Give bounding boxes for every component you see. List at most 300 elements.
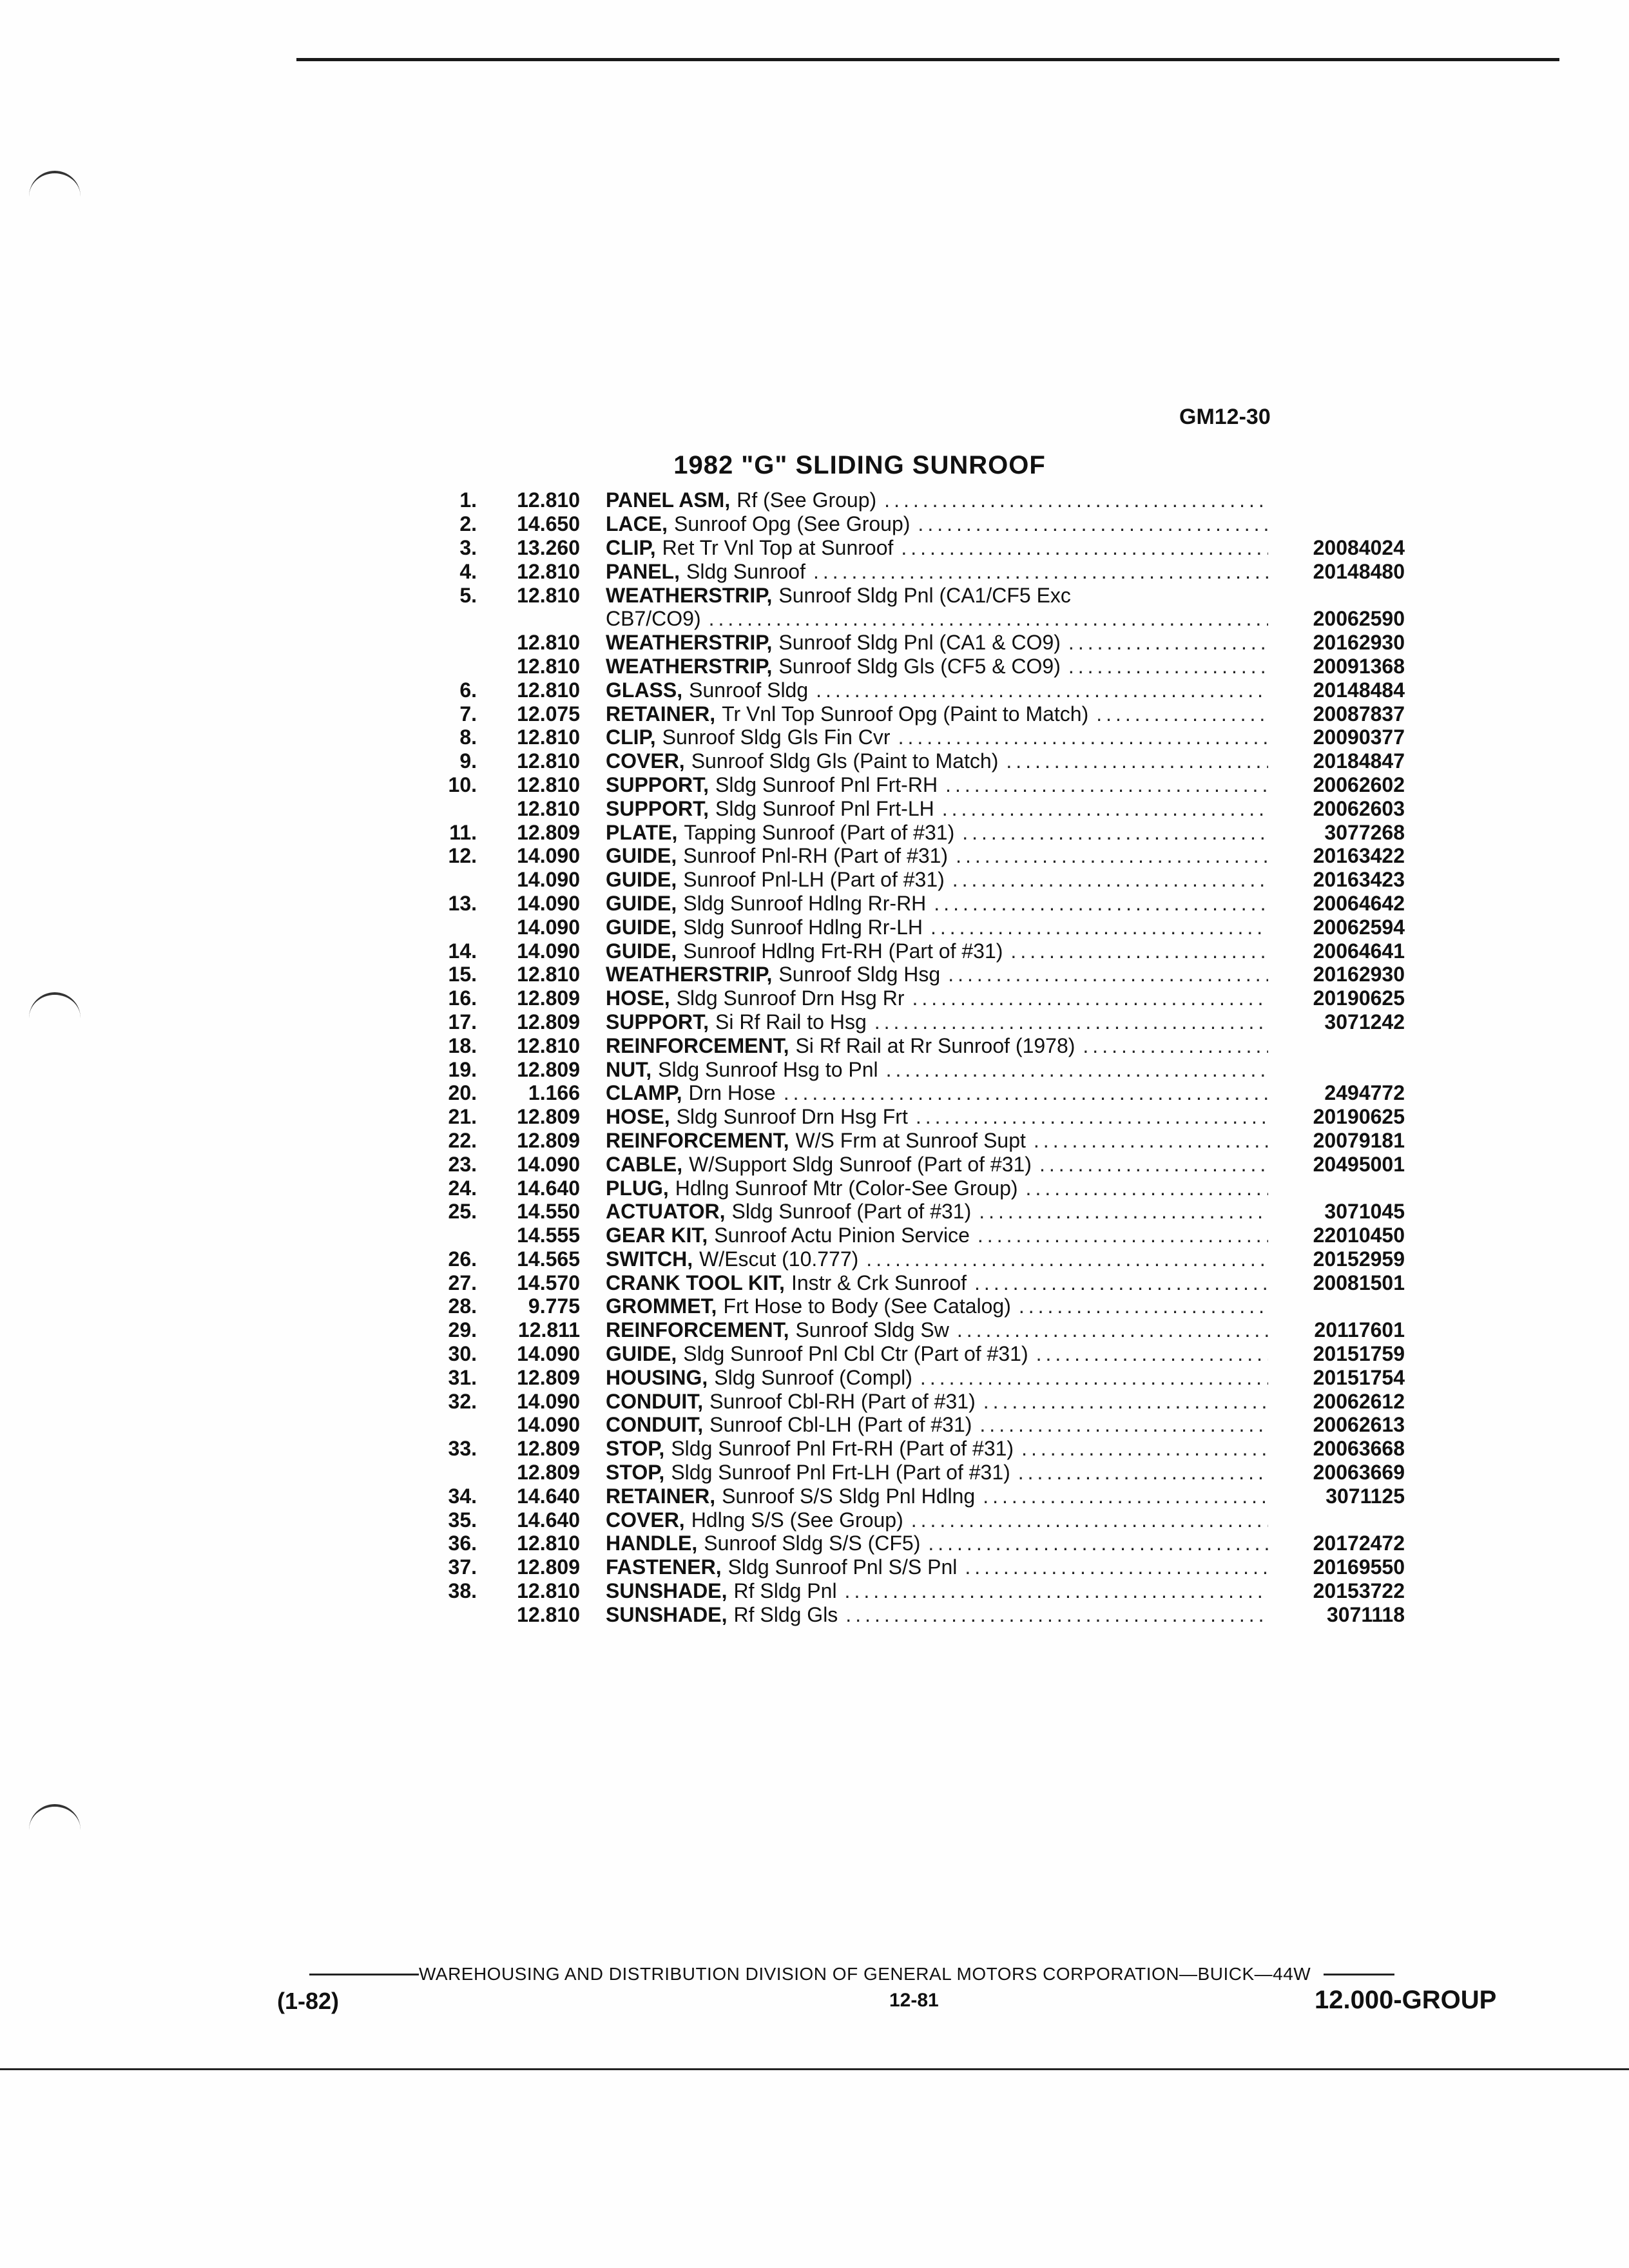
- leader-dots: [874, 1010, 1268, 1033]
- part-name: WEATHERSTRIP,: [606, 654, 773, 678]
- part-text: Sunroof Cbl-LH (Part of #31): [709, 1413, 972, 1437]
- part-name: REINFORCEMENT,: [606, 1318, 789, 1342]
- part-text: Sunroof Sldg Gls (CF5 & CO9): [778, 654, 1061, 678]
- item-number: 22.: [448, 1128, 477, 1152]
- item-number: 33.: [448, 1437, 477, 1461]
- group-number: 12.810: [517, 631, 580, 655]
- part-number: 20117601: [1314, 1318, 1405, 1342]
- top-rule: [296, 58, 1559, 61]
- part-name: PANEL,: [606, 559, 680, 583]
- item-number: 11.: [449, 820, 477, 844]
- part-name: FASTENER,: [606, 1555, 722, 1579]
- leader-dots: [928, 1532, 1268, 1555]
- part-text: Sunroof Pnl-RH (Part of #31): [683, 844, 949, 868]
- part-row: [425, 820, 1405, 844]
- part-name: HOSE,: [606, 1105, 670, 1129]
- leader-dots: [948, 963, 1268, 986]
- group-number: 12.809: [517, 1105, 580, 1129]
- part-description: [606, 726, 1276, 749]
- leader-dots: [816, 678, 1268, 702]
- part-text: Sldg Sunroof Pnl Frt-LH: [715, 796, 934, 820]
- leader-dots: [942, 797, 1268, 820]
- part-description: [606, 1437, 1276, 1460]
- item-number: 23.: [448, 1152, 477, 1176]
- margin-mark: [29, 992, 81, 1021]
- part-name: HANDLE,: [606, 1532, 698, 1555]
- part-name: RETAINER,: [606, 1484, 716, 1508]
- item-number: 1.: [459, 488, 477, 512]
- part-name: GROMMET,: [606, 1294, 717, 1318]
- part-text: Instr & Crk Sunroof: [791, 1271, 967, 1294]
- part-text: Sunroof Hdlng Frt-RH (Part of #31): [683, 939, 1003, 963]
- part-description: [606, 678, 1276, 702]
- part-name: SUNSHADE,: [606, 1602, 728, 1626]
- item-number: 19.: [448, 1057, 477, 1081]
- part-name: CABLE,: [606, 1152, 683, 1176]
- part-description: [606, 1010, 1276, 1033]
- part-name: CLIP,: [606, 535, 656, 559]
- part-row: [425, 631, 1405, 655]
- part-row: [425, 1555, 1405, 1579]
- group-number: 12.809: [517, 1057, 580, 1081]
- part-number: 20162930: [1313, 631, 1405, 655]
- leader-dots: [962, 821, 1268, 844]
- part-description: [606, 868, 1276, 891]
- part-row: [425, 1152, 1405, 1176]
- part-description: [606, 773, 1276, 796]
- part-number: 20090377: [1313, 726, 1405, 749]
- part-number: 20162930: [1313, 963, 1405, 986]
- group-number: 14.090: [517, 1413, 580, 1437]
- part-row: [425, 655, 1405, 678]
- part-name: STOP,: [606, 1461, 665, 1485]
- leader-dots: [920, 1366, 1268, 1389]
- item-number: 3.: [459, 535, 477, 559]
- item-number: 36.: [448, 1532, 477, 1555]
- part-row: [425, 1318, 1405, 1342]
- part-row: [425, 963, 1405, 986]
- part-text: Rf (See Group): [737, 488, 877, 512]
- part-number: 20152959: [1313, 1247, 1405, 1271]
- part-number: 20151754: [1313, 1365, 1405, 1389]
- page-title: 1982 "G" SLIDING SUNROOF: [673, 451, 1046, 479]
- part-text: Hdlng S/S (See Group): [691, 1508, 903, 1532]
- group-number: 13.260: [517, 535, 580, 559]
- leader-dots: [979, 1413, 1268, 1436]
- part-name: GLASS,: [606, 678, 683, 702]
- part-row: [425, 868, 1405, 892]
- part-row: [425, 1602, 1405, 1626]
- leader-dots: [901, 536, 1268, 559]
- leader-dots: [1026, 1177, 1268, 1200]
- part-row: [425, 1413, 1405, 1437]
- part-row: [425, 892, 1405, 916]
- part-row: [425, 583, 1405, 607]
- group-number: 12.810: [517, 1602, 580, 1626]
- part-name: GUIDE,: [606, 1342, 677, 1366]
- part-row: [425, 1200, 1405, 1224]
- group-number: 12.809: [517, 1555, 580, 1579]
- margin-mark: [29, 171, 81, 199]
- page-code: GM12-30: [1179, 405, 1271, 429]
- part-number: 20169550: [1313, 1555, 1405, 1579]
- part-text: Sldg Sunroof Pnl Cbl Ctr (Part of #31): [683, 1342, 1028, 1366]
- part-number: 20079181: [1313, 1128, 1405, 1152]
- leader-dots: [845, 1579, 1268, 1602]
- part-text: Sunroof Opg (See Group): [674, 512, 911, 536]
- part-description: [606, 1508, 1276, 1532]
- part-description: [606, 1366, 1276, 1389]
- group-number: 12.810: [517, 678, 580, 702]
- leader-dots: [952, 868, 1268, 891]
- part-row: [425, 607, 1405, 631]
- leader-dots: [1006, 749, 1268, 773]
- part-text: W/Escut (10.777): [699, 1247, 859, 1271]
- item-number: 14.: [448, 939, 477, 963]
- part-text: Sunroof S/S Sldg Pnl Hdlng: [722, 1484, 976, 1508]
- part-name: SUNSHADE,: [606, 1579, 728, 1603]
- item-number: 34.: [448, 1484, 477, 1508]
- item-number: 2.: [459, 512, 477, 536]
- part-number: 20062613: [1313, 1413, 1405, 1437]
- part-description: [606, 844, 1276, 867]
- part-description: [606, 1390, 1276, 1413]
- part-text: Sunroof Sldg Gls Fin Cvr: [662, 726, 891, 749]
- leader-dots: [983, 1485, 1268, 1508]
- leader-dots: [1068, 631, 1268, 654]
- part-name: REINFORCEMENT,: [606, 1128, 789, 1152]
- part-name: PANEL ASM,: [606, 488, 731, 512]
- item-number: 38.: [448, 1579, 477, 1603]
- footer-division-line: [309, 1964, 1521, 1984]
- part-number: 3071125: [1325, 1484, 1405, 1508]
- group-number: 12.809: [517, 986, 580, 1010]
- item-number: 26.: [448, 1247, 477, 1271]
- group-number: 12.810: [517, 559, 580, 583]
- group-number: 14.090: [517, 891, 580, 915]
- part-text: Sldg Sunroof Pnl S/S Pnl: [728, 1555, 958, 1579]
- part-text: Sunroof Cbl-RH (Part of #31): [709, 1389, 976, 1413]
- part-description: [606, 749, 1276, 773]
- leader-dots: [957, 1318, 1268, 1341]
- part-number: 20190625: [1313, 1105, 1405, 1129]
- part-number: 20063668: [1313, 1437, 1405, 1461]
- part-text: Sldg Sunroof (Part of #31): [731, 1200, 972, 1224]
- item-number: 27.: [448, 1271, 477, 1294]
- part-description: [606, 607, 1276, 630]
- part-text: Sldg Sunroof Hdlng Rr-RH: [683, 891, 927, 915]
- item-number: 20.: [448, 1081, 477, 1105]
- part-row: [425, 1271, 1405, 1294]
- part-row: [425, 1508, 1405, 1532]
- part-row: [425, 1342, 1405, 1366]
- part-text: Sldg Sunroof Pnl Frt-LH (Part of #31): [671, 1461, 1010, 1485]
- part-description: [606, 1177, 1276, 1200]
- part-number: 20495001: [1313, 1152, 1405, 1176]
- part-description: [606, 1247, 1276, 1271]
- part-description: [606, 1058, 1276, 1081]
- leader-dots: [884, 488, 1268, 512]
- leader-dots: [945, 773, 1268, 796]
- part-number: 20151759: [1313, 1342, 1405, 1366]
- part-name: REINFORCEMENT,: [606, 1033, 789, 1057]
- leader-dots: [1083, 1034, 1268, 1057]
- part-description: [606, 1413, 1276, 1436]
- group-number: 14.555: [517, 1224, 580, 1247]
- footer-date-code: (1-82): [277, 1988, 340, 2014]
- part-number: 20153722: [1313, 1579, 1405, 1603]
- part-name: CRANK TOOL KIT,: [606, 1271, 785, 1294]
- item-number: 6.: [459, 678, 477, 702]
- group-number: 12.810: [517, 1033, 580, 1057]
- part-description: [606, 1532, 1276, 1555]
- part-text: Sunroof Actu Pinion Service: [714, 1224, 970, 1247]
- group-number: 12.809: [517, 1365, 580, 1389]
- group-number: 9.775: [528, 1294, 580, 1318]
- item-number: 8.: [459, 726, 477, 749]
- part-description: [606, 702, 1276, 726]
- leader-dots: [866, 1247, 1268, 1271]
- part-name: SUPPORT,: [606, 796, 709, 820]
- item-number: 37.: [448, 1555, 477, 1579]
- part-description: [606, 1200, 1276, 1223]
- part-name: GUIDE,: [606, 844, 677, 868]
- part-description: [606, 1034, 1276, 1057]
- leader-dots: [898, 726, 1268, 749]
- leader-dots: [709, 607, 1268, 630]
- part-number: 22010450: [1313, 1224, 1405, 1247]
- part-text: Sldg Sunroof Pnl Frt-RH (Part of #31): [671, 1437, 1014, 1461]
- part-description: [606, 1271, 1276, 1294]
- part-name: PLUG,: [606, 1176, 669, 1200]
- part-description: [606, 1129, 1276, 1152]
- item-number: 15.: [448, 963, 477, 986]
- part-row: [425, 702, 1405, 726]
- part-name: GUIDE,: [606, 939, 677, 963]
- part-number: 20062594: [1313, 915, 1405, 939]
- part-number: 3077268: [1324, 820, 1405, 844]
- part-row: [425, 1437, 1405, 1461]
- part-description: [606, 1318, 1276, 1341]
- leader-dots: [934, 892, 1268, 915]
- parts-list: [425, 488, 1405, 1626]
- item-number: 30.: [448, 1342, 477, 1366]
- part-number: 20084024: [1313, 535, 1405, 559]
- part-name: CLIP,: [606, 726, 656, 749]
- part-number: 20087837: [1313, 702, 1405, 726]
- part-name: NUT,: [606, 1057, 652, 1081]
- part-row: [425, 678, 1405, 702]
- margin-mark: [29, 1804, 81, 1832]
- part-row: [425, 1057, 1405, 1081]
- part-name: CONDUIT,: [606, 1413, 704, 1437]
- leader-dots: [930, 916, 1268, 939]
- part-row: [425, 559, 1405, 583]
- part-name: HOSE,: [606, 986, 670, 1010]
- part-text: Sldg Sunroof Hsg to Pnl: [658, 1057, 878, 1081]
- bottom-rule: [0, 2068, 1629, 2070]
- group-number: 14.090: [517, 868, 580, 892]
- leader-dots: [1034, 1129, 1268, 1152]
- group-number: 12.809: [517, 820, 580, 844]
- part-description: [606, 797, 1276, 820]
- part-description: [606, 1603, 1276, 1626]
- item-number: 17.: [448, 1010, 477, 1033]
- part-text: Sldg Sunroof Drn Hsg Rr: [676, 986, 905, 1010]
- part-name: ACTUATOR,: [606, 1200, 726, 1224]
- group-number: 12.810: [517, 1579, 580, 1603]
- part-text: Sunroof Sldg Gls (Paint to Match): [691, 749, 999, 773]
- leader-dots: [978, 1224, 1268, 1247]
- part-name: PLATE,: [606, 820, 678, 844]
- leader-dots: [1019, 1294, 1268, 1318]
- part-text: W/S Frm at Sunroof Supt: [795, 1128, 1026, 1152]
- part-name: GUIDE,: [606, 891, 677, 915]
- part-number: 20064641: [1313, 939, 1405, 963]
- part-description: [606, 1579, 1276, 1602]
- group-number: 12.810: [517, 726, 580, 749]
- part-description: [606, 1081, 1276, 1104]
- leader-dots: [784, 1081, 1268, 1104]
- leader-dots: [1018, 1461, 1268, 1484]
- part-text: Sldg Sunroof Pnl Frt-RH: [715, 773, 938, 796]
- part-name: COVER,: [606, 749, 685, 773]
- part-number: 3071242: [1324, 1010, 1405, 1033]
- part-number: 20148484: [1313, 678, 1405, 702]
- part-row: [425, 488, 1405, 512]
- group-number: 12.810: [517, 654, 580, 678]
- part-text: Drn Hose: [688, 1081, 776, 1105]
- footer-division: WAREHOUSING AND DISTRIBUTION DIVISION OF GENERAL MOTORS CORPORATION—BUICK—44W: [419, 1964, 1311, 1984]
- part-row: [425, 796, 1405, 820]
- group-number: 14.640: [517, 1176, 580, 1200]
- part-text: Tr Vnl Top Sunroof Opg (Paint to Match): [722, 702, 1089, 726]
- part-row: [425, 1105, 1405, 1129]
- part-text: Sunroof Sldg Hsg: [778, 963, 941, 986]
- item-number: 12.: [448, 844, 477, 868]
- footer-dash: [309, 1974, 419, 1975]
- part-text: Sunroof Sldg Pnl (CA1 & CO9): [778, 631, 1061, 655]
- part-name: LACE,: [606, 512, 668, 536]
- part-row: [425, 1294, 1405, 1318]
- part-name: STOP,: [606, 1437, 665, 1461]
- part-text: W/Support Sldg Sunroof (Part of #31): [689, 1152, 1032, 1176]
- part-number: 20190625: [1313, 986, 1405, 1010]
- group-number: 14.650: [517, 512, 580, 536]
- leader-dots: [886, 1058, 1268, 1081]
- part-description: [606, 821, 1276, 844]
- group-number: 12.810: [517, 488, 580, 512]
- part-name: GUIDE,: [606, 915, 677, 939]
- part-number: 20163423: [1313, 868, 1405, 892]
- leader-dots: [1068, 655, 1268, 678]
- part-description: [606, 584, 1276, 607]
- group-number: 14.090: [517, 915, 580, 939]
- group-number: 14.565: [517, 1247, 580, 1271]
- part-text: Ret Tr Vnl Top at Sunroof: [662, 535, 894, 559]
- part-description: [606, 1342, 1276, 1365]
- part-number: 3071118: [1326, 1602, 1405, 1626]
- item-number: 16.: [448, 986, 477, 1010]
- leader-dots: [974, 1271, 1268, 1294]
- part-row: [425, 512, 1405, 536]
- part-description: [606, 1555, 1276, 1579]
- part-number: 20091368: [1313, 654, 1405, 678]
- part-description: [606, 536, 1276, 559]
- item-number: 35.: [448, 1508, 477, 1532]
- part-name: RETAINER,: [606, 702, 716, 726]
- footer-page-number: 12-81: [889, 1990, 939, 2011]
- part-row: [425, 726, 1405, 749]
- footer-group-label: 12.000-GROUP: [1315, 1986, 1497, 2014]
- part-number: 2494772: [1324, 1081, 1405, 1105]
- part-row: [425, 1484, 1405, 1508]
- item-number: 18.: [448, 1033, 477, 1057]
- group-number: 12.811: [517, 1318, 580, 1342]
- leader-dots: [813, 560, 1268, 583]
- part-row: [425, 986, 1405, 1010]
- part-row: [425, 1010, 1405, 1034]
- part-name: HOUSING,: [606, 1365, 708, 1389]
- part-row: [425, 915, 1405, 939]
- item-number: 29.: [448, 1318, 477, 1342]
- group-number: 14.640: [517, 1508, 580, 1532]
- part-description: [606, 1224, 1276, 1247]
- part-description: [606, 488, 1276, 512]
- part-name: WEATHERSTRIP,: [606, 963, 773, 986]
- part-number: 20163422: [1313, 844, 1405, 868]
- part-name: GEAR KIT,: [606, 1224, 708, 1247]
- part-name: CLAMP,: [606, 1081, 682, 1105]
- leader-dots: [911, 1508, 1268, 1532]
- item-number: 5.: [459, 583, 477, 607]
- group-number: 14.090: [517, 939, 580, 963]
- part-name: WEATHERSTRIP,: [606, 631, 773, 655]
- part-description: [606, 916, 1276, 939]
- part-text: Sldg Sunroof Hdlng Rr-LH: [683, 915, 923, 939]
- part-text: Sunroof Sldg: [689, 678, 809, 702]
- part-description: [606, 939, 1276, 963]
- part-description: [606, 1461, 1276, 1484]
- item-number: 10.: [448, 773, 477, 796]
- group-number: 12.810: [517, 773, 580, 796]
- group-number: 14.550: [517, 1200, 580, 1224]
- part-row: [425, 1247, 1405, 1271]
- part-row: [425, 1579, 1405, 1603]
- part-row: [425, 536, 1405, 560]
- part-row: [425, 1081, 1405, 1105]
- part-number: 20064642: [1313, 891, 1405, 915]
- leader-dots: [979, 1200, 1268, 1223]
- leader-dots: [983, 1390, 1268, 1413]
- leader-dots: [845, 1603, 1268, 1626]
- part-description: [606, 986, 1276, 1010]
- part-description: [606, 1105, 1276, 1128]
- part-text: Si Rf Rail at Rr Sunroof (1978): [795, 1033, 1075, 1057]
- part-row: [425, 1033, 1405, 1057]
- leader-dots: [1039, 1153, 1268, 1176]
- leader-dots: [916, 1105, 1268, 1128]
- part-name: COVER,: [606, 1508, 685, 1532]
- part-row: [425, 844, 1405, 868]
- part-name: GUIDE,: [606, 868, 677, 892]
- part-row: [425, 1461, 1405, 1485]
- leader-dots: [918, 512, 1268, 535]
- part-name: SWITCH,: [606, 1247, 693, 1271]
- item-number: 24.: [448, 1176, 477, 1200]
- part-row: [425, 1176, 1405, 1200]
- part-description: [606, 1485, 1276, 1508]
